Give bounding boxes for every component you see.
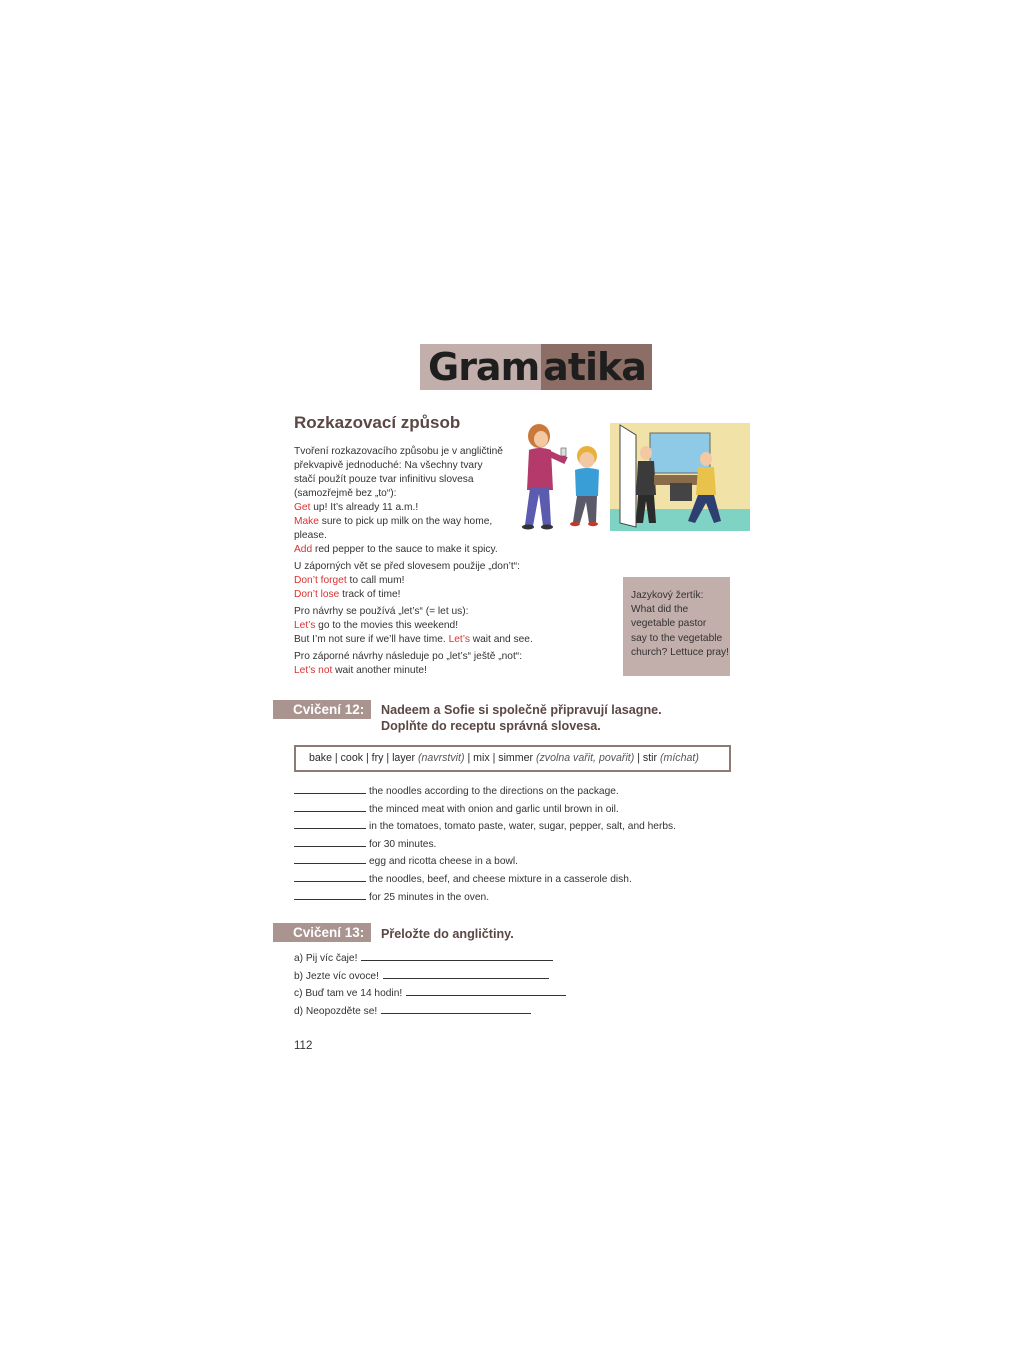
- grammar-intro-line: Tvoření rozkazovacího způsobu je v angličtině: [294, 446, 503, 457]
- example-rest: go to the movies this weekend!: [315, 620, 459, 631]
- exercise-13-title: Přeložte do angličtiny.: [381, 927, 514, 941]
- exercise-12-title: [381, 702, 662, 734]
- sentence-text: the minced meat with onion and garlic until brown in oil.: [369, 803, 619, 815]
- translation-prompt: a) Pij víc čaje!: [294, 953, 358, 964]
- translation-prompt: d) Neopozděte se!: [294, 1005, 378, 1017]
- grammar-intro-line: (samozřejmě bez „to“):: [294, 488, 397, 499]
- section-banner: [420, 344, 652, 390]
- exercise-12-title-line: Nadeem a Sofie si společně připravují lasagne.: [381, 703, 662, 717]
- negsug-intro: Pro záporné návrhy následuje po „let’s“ ještě „not“:: [294, 651, 523, 662]
- word: cook: [340, 752, 364, 764]
- answer-blank[interactable]: [294, 888, 366, 900]
- sentence-text: egg and ricotta cheese in a bowl.: [369, 856, 518, 868]
- answer-line[interactable]: [383, 967, 549, 979]
- example-line: please.: [294, 530, 327, 541]
- office-scene-illustration: [610, 423, 750, 531]
- word-separator: |: [383, 752, 393, 764]
- example-verb: Don’t lose: [294, 589, 340, 600]
- joke-line: Jazykový žertík:: [631, 590, 704, 601]
- example-verb: Make: [294, 516, 319, 527]
- word-note: (navrstvit): [418, 752, 465, 764]
- suggest-intro: Pro návrhy se používá „let’s“ (= let us):: [294, 606, 469, 617]
- word-separator: |: [634, 752, 643, 764]
- answer-line[interactable]: [406, 984, 566, 996]
- banner-part-dark: atika: [541, 344, 652, 390]
- answer-line[interactable]: [381, 1002, 531, 1014]
- translation-item: [294, 1002, 566, 1020]
- grammar-intro-line: stačí použít pouze tvar infinitivu slovesa: [294, 474, 474, 485]
- example-verb: Let’s: [448, 634, 470, 645]
- exercise-13-label: Cvičení 13:: [273, 923, 371, 942]
- sentence-text: in the tomatoes, tomato paste, water, sugar, pepper, salt, and herbs.: [369, 821, 676, 833]
- example-verb: Get: [294, 502, 311, 513]
- example-rest: wait another minute!: [332, 665, 427, 676]
- example-rest: wait and see.: [469, 634, 533, 645]
- sentence-text: the noodles, beef, and cheese mixture in a casserole dish.: [369, 873, 632, 885]
- grammar-intro-line: překvapivě jednoduché: Na všechny tvary: [294, 460, 483, 471]
- translation-item: [294, 967, 566, 985]
- word-note: (míchat): [660, 752, 699, 764]
- example-verb: Add: [294, 544, 313, 555]
- translation-prompt: b) Jezte víc ovoce!: [294, 970, 379, 982]
- sentence-text: the noodles according to the directions on the package.: [369, 786, 619, 797]
- page-number: 112: [294, 1040, 313, 1052]
- example-rest: red pepper to the sauce to make it spicy.: [312, 544, 498, 555]
- answer-blank[interactable]: [294, 782, 366, 794]
- example-line: [294, 574, 614, 588]
- word: stir: [642, 752, 658, 764]
- example-verb: Don’t forget: [294, 575, 347, 586]
- word-separator: |: [489, 752, 499, 764]
- translation-item: [294, 984, 566, 1002]
- recipe-sentence: [294, 817, 676, 835]
- word: bake: [309, 752, 332, 764]
- translation-prompt: c) Buď tam ve 14 hodin!: [294, 988, 403, 1000]
- exercise-12-label: Cvičení 12:: [273, 700, 371, 719]
- word: fry: [371, 752, 384, 764]
- example-line: [294, 619, 614, 633]
- example-line: [294, 588, 614, 602]
- recipe-sentence: [294, 800, 676, 818]
- translation-item: [294, 949, 566, 967]
- section-title: Rozkazovací způsob: [294, 413, 461, 432]
- recipe-sentence: [294, 870, 676, 888]
- translation-items: [294, 949, 566, 1019]
- exercise-12-title-line: Doplňte do receptu správná slovesa.: [381, 719, 601, 733]
- example-line: [294, 543, 614, 557]
- example-rest: track of time!: [339, 589, 401, 600]
- word-bank: [294, 745, 731, 772]
- word-separator: |: [331, 752, 341, 764]
- answer-line[interactable]: [361, 949, 553, 961]
- word: mix: [473, 752, 490, 764]
- negative-intro: U záporných vět se před slovesem použije „don’t“:: [294, 561, 520, 572]
- example-line: [294, 633, 614, 647]
- example-rest: sure to pick up milk on the way home,: [318, 516, 493, 527]
- word-separator: |: [363, 752, 372, 764]
- joke-line: say to the vegetable: [631, 632, 723, 644]
- joke-line: What did the: [631, 604, 689, 616]
- recipe-sentence: [294, 888, 676, 906]
- example-verb: Let’s not: [294, 665, 333, 676]
- example-verb: Let’s: [294, 620, 316, 631]
- answer-blank[interactable]: [294, 870, 366, 882]
- recipe-sentences: [294, 782, 676, 905]
- answer-blank[interactable]: [294, 800, 366, 812]
- example-pre: But I’m not sure if we’ll have time.: [294, 634, 449, 645]
- banner-part-light: Gram: [420, 344, 541, 390]
- joke-line: church? Lettuce pray!: [631, 646, 729, 658]
- answer-blank[interactable]: [294, 852, 366, 864]
- word: simmer: [498, 752, 533, 764]
- sentence-text: for 30 minutes.: [369, 838, 437, 850]
- word-note: (zvolna vařit, povařit): [535, 752, 635, 764]
- example-rest: up! It’s already 11 a.m.!: [310, 502, 419, 513]
- recipe-sentence: [294, 852, 676, 870]
- example-line: [294, 664, 614, 678]
- example-rest: to call mum!: [346, 575, 405, 586]
- answer-blank[interactable]: [294, 835, 366, 847]
- mother-and-son-illustration: [513, 420, 605, 532]
- word: layer: [392, 752, 416, 764]
- recipe-sentence: [294, 835, 676, 853]
- word-separator: |: [464, 752, 474, 764]
- sentence-text: for 25 minutes in the oven.: [369, 891, 490, 903]
- recipe-sentence: [294, 782, 676, 800]
- answer-blank[interactable]: [294, 817, 366, 829]
- joke-line: vegetable pastor: [631, 618, 707, 630]
- language-joke-box: [623, 577, 730, 676]
